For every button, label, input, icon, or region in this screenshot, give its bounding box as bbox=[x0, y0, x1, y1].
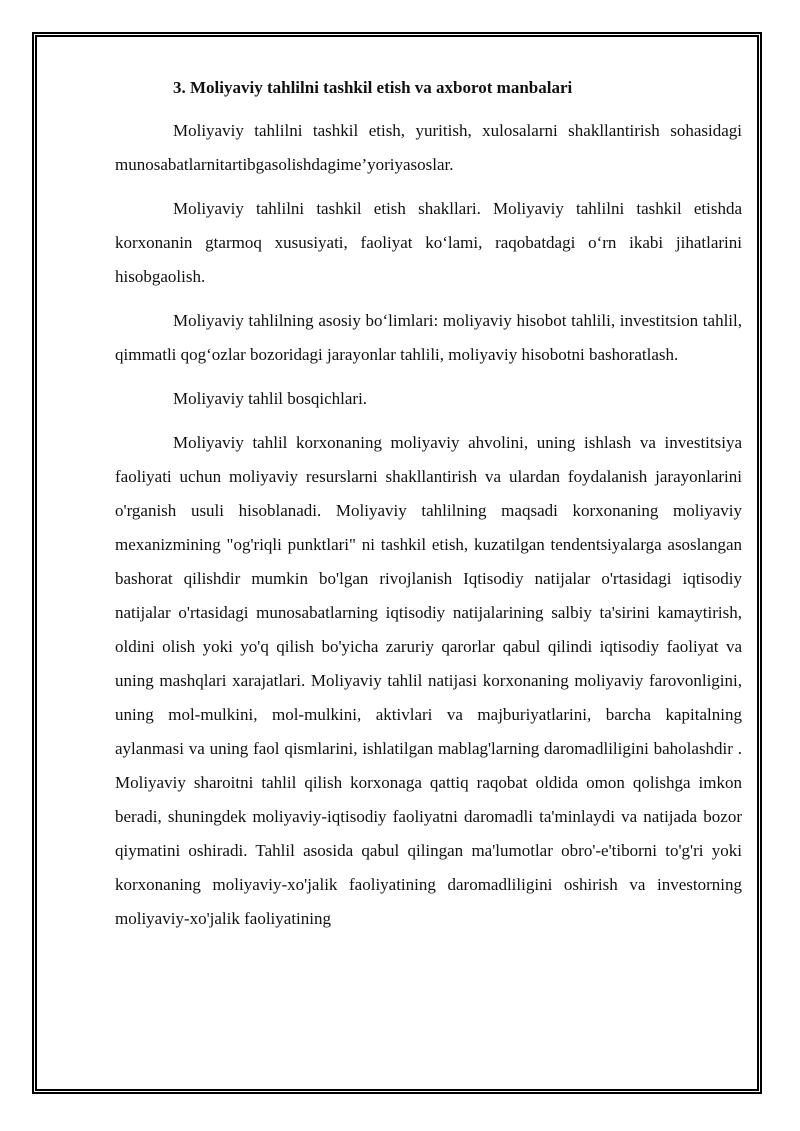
paragraph-2: Moliyaviy tahlilni tashkil etish shakllari. Moliyaviy tahlilni tashkil etishda korxonanin gtarmoq xususiyati, faoliyat ko‘lami, raqobatdagi o‘rn ikabi jihatlarini hisobgaolish. bbox=[115, 199, 742, 286]
paragraph-4: Moliyaviy tahlil bosqichlari. bbox=[173, 389, 368, 408]
section-heading: 3. Moliyaviy tahlilni tashkil etish va axborot manbalari bbox=[173, 78, 573, 97]
paragraph-1: Moliyaviy tahlilni tashkil etish, yuritish, xulosalarni shakllantirish sohasidagi munosabatlarnitartibgasolishdagime’yoriyasoslar. bbox=[115, 121, 742, 174]
paragraph-5: Moliyaviy tahlil korxonaning moliyaviy ahvolini, uning ishlash va investitsiya faoliyati uchun moliyaviy resurslarni shakllantirish va ulardan foydalanish jarayonlarini o'rganish usuli hisoblanadi. Moliyaviy tahlilning maqsadi korxonaning moliyaviy mexanizmining "og'riqli punktlari" ni tashkil etish, kuzatilgan tendentsiyalarga asoslangan bashorat qilishdir mumkin bo'lgan rivojlanish Iqtisodiy natijalar o'rtasidagi iqtisodiy natijalar o'rtasidagi munosabatlarning iqtisodiy natijalarining salbiy ta'sirini kamaytirish, oldini olish yoki yo'q qilish bo'yicha zaruriy qarorlar qabul qilindi iqtisodiy faoliyat va uning mashqlari xarajatlari. Moliyaviy tahlil natijasi korxonaning moliyaviy farovonligini, uning mol-mulkini, mol-mulkini, aktivlari va majburiyatlarini, barcha kapitalning aylanmasi va uning faol qismlarini, ishlatilgan mablag'larning daromadliligini baholashdir . Moliyaviy sharoitni tahlil qilish korxonaga qattiq raqobat oldida omon qolishga imkon beradi, shuningdek moliyaviy-iqtisodiy faoliyatni daromadli ta'minlaydi va natijada bozor qiymatini oshiradi. Tahlil asosida qabul qilingan ma'lumotlar obro'-e'tiborni to'g'ri yoki korxonaning moliyaviy-xo'jalik faoliyatining daromadliligini oshirish va investorning moliyaviy-xo'jalik faoliyatining bbox=[115, 433, 742, 928]
paragraph-3: Moliyaviy tahlilning asosiy bo‘limlari: moliyaviy hisobot tahlili, investitsion tahlil, qimmatli qog‘ozlar bozoridagi jarayonlar tahlili, moliyaviy hisobotni bashoratlash. bbox=[115, 311, 742, 364]
document-body bbox=[115, 74, 742, 946]
